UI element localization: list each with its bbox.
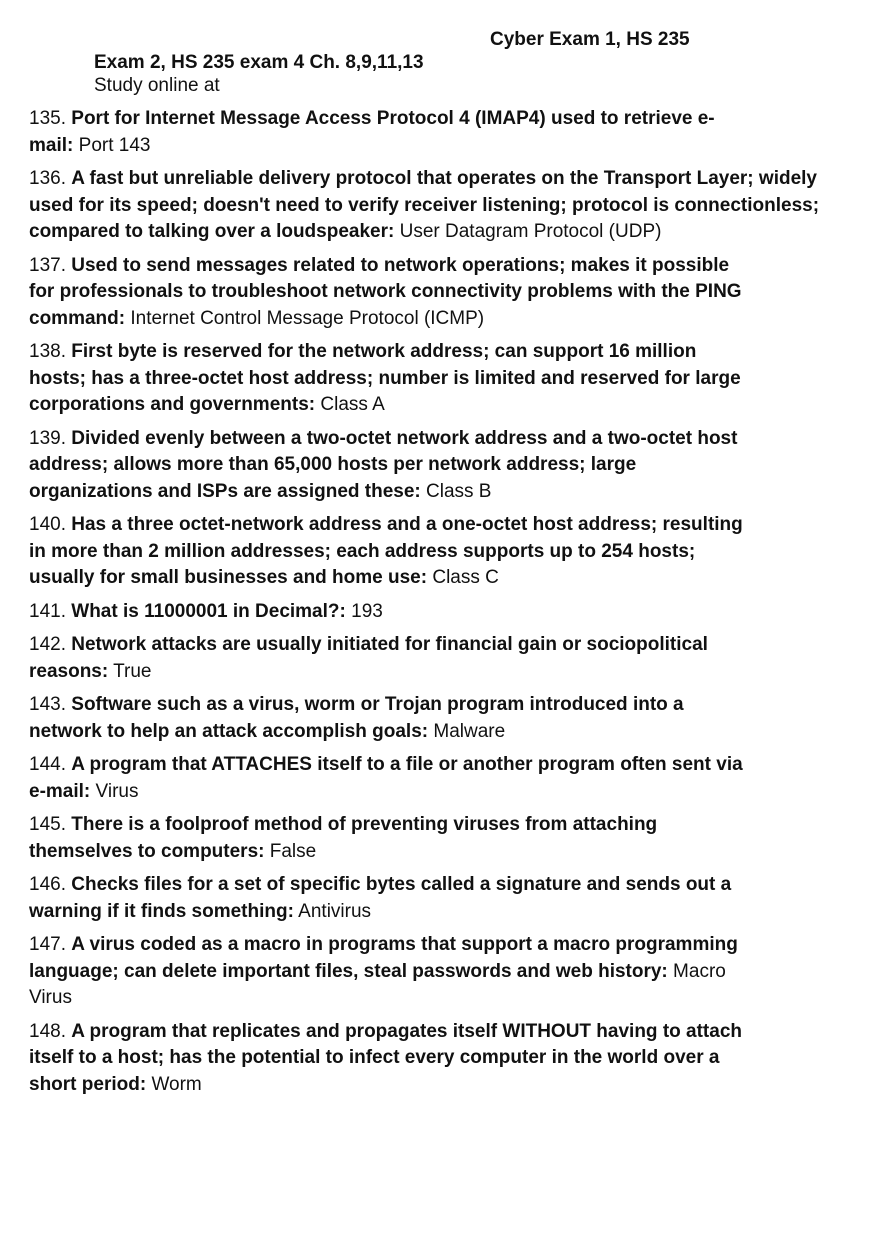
- card-definition: True: [113, 660, 152, 682]
- card-number: 139.: [29, 427, 66, 449]
- card-definition: Worm: [151, 1073, 202, 1095]
- flashcard-item: [29, 166, 829, 246]
- document-title: Cyber Exam 1, HS 235: [490, 29, 690, 50]
- flashcard-item: [29, 872, 757, 925]
- card-number: 143.: [29, 694, 66, 715]
- card-term: Used to send messages related to network operations; makes it possible for professionals to troubleshoot network connectivity problems with the PING command:: [29, 254, 742, 329]
- card-definition: Malware: [433, 720, 506, 742]
- card-number: 137.: [29, 254, 66, 276]
- card-term: Software such as a virus, worm or Trojan program introduced into a network to help an attack accomplish goals:: [29, 694, 684, 742]
- card-number: 144.: [29, 754, 66, 775]
- flashcard-item: [29, 253, 757, 333]
- card-definition: Macro Virus: [29, 960, 726, 1008]
- card-definition: Class B: [426, 480, 492, 502]
- card-definition: Virus: [95, 780, 139, 802]
- card-definition: Class C: [432, 567, 499, 588]
- card-term: Divided evenly between a two-octet network address and a two-octet host address; allows more than 65,000 hosts per network address; large organizations and ISPs are assigned these:: [29, 427, 738, 502]
- card-definition: Internet Control Message Protocol (ICMP): [130, 307, 485, 329]
- card-term: Has a three octet-network address and a one-octet host address; resulting in more than 2 million addresses; each address supports up to 254 hosts; usually for small businesses and home use:: [29, 514, 743, 588]
- card-number: 146.: [29, 874, 66, 895]
- flashcard-item: [29, 752, 757, 805]
- card-term: A fast but unreliable delivery protocol that operates on the Transport Layer; widely used for its speed; doesn't need to verify receiver listening; protocol is connectionless; compared to talking over a loudspeaker:: [29, 168, 820, 242]
- card-term: What is 11000001 in Decimal?:: [71, 600, 346, 622]
- card-term: A program that replicates and propagates itself WITHOUT having to attach itself to a host; has the potential to infect every computer in the world over a short period:: [29, 1020, 742, 1095]
- card-definition: 193: [351, 600, 383, 622]
- card-number: 138.: [29, 341, 66, 362]
- card-term: There is a foolproof method of preventing viruses from attaching themselves to computers:: [29, 814, 658, 862]
- card-number: 141.: [29, 600, 66, 622]
- flashcard-list: [29, 106, 829, 1105]
- card-term: A virus coded as a macro in programs that support a macro programming language; can delete important files, steal passwords and web history:: [29, 934, 738, 982]
- card-number: 142.: [29, 634, 66, 655]
- flashcard-item: [29, 426, 757, 506]
- flashcard-item: [29, 512, 757, 592]
- card-term: Port for Internet Message Access Protocol 4 (IMAP4) used to retrieve e-mail:: [29, 108, 715, 156]
- card-term: Checks files for a set of specific bytes called a signature and sends out a warning if it finds something:: [29, 874, 732, 922]
- study-online-text: Study online at: [94, 75, 220, 96]
- card-term: First byte is reserved for the network address; can support 16 million hosts; has a three-octet host address; number is limited and reserved for large corporations and governments:: [29, 341, 741, 415]
- flashcard-item: [29, 1019, 757, 1099]
- card-definition: User Datagram Protocol (UDP): [399, 221, 662, 242]
- flashcard-item: [29, 632, 757, 685]
- card-number: 140.: [29, 514, 66, 535]
- card-definition: False: [269, 840, 317, 862]
- card-number: 136.: [29, 168, 66, 189]
- flashcard-item: [29, 812, 757, 865]
- card-number: 147.: [29, 934, 66, 955]
- card-number: 135.: [29, 108, 66, 129]
- flashcard-item: [29, 932, 757, 1012]
- document-header: [94, 51, 424, 97]
- card-number: 145.: [29, 814, 66, 835]
- flashcard-item: [29, 339, 757, 419]
- flashcard-item: [29, 692, 757, 745]
- card-term: A program that ATTACHES itself to a file or another program often sent via e-mail:: [29, 754, 743, 802]
- card-number: 148.: [29, 1020, 66, 1042]
- card-definition: Class A: [320, 394, 385, 415]
- card-term: Network attacks are usually initiated for financial gain or sociopolitical reasons:: [29, 634, 708, 682]
- flashcard-item: [29, 106, 739, 159]
- document-subtitle: Exam 2, HS 235 exam 4 Ch. 8,9,11,13: [94, 52, 424, 73]
- flashcard-item: [29, 599, 757, 626]
- card-definition: Antivirus: [298, 900, 372, 922]
- card-definition: Port 143: [78, 134, 151, 156]
